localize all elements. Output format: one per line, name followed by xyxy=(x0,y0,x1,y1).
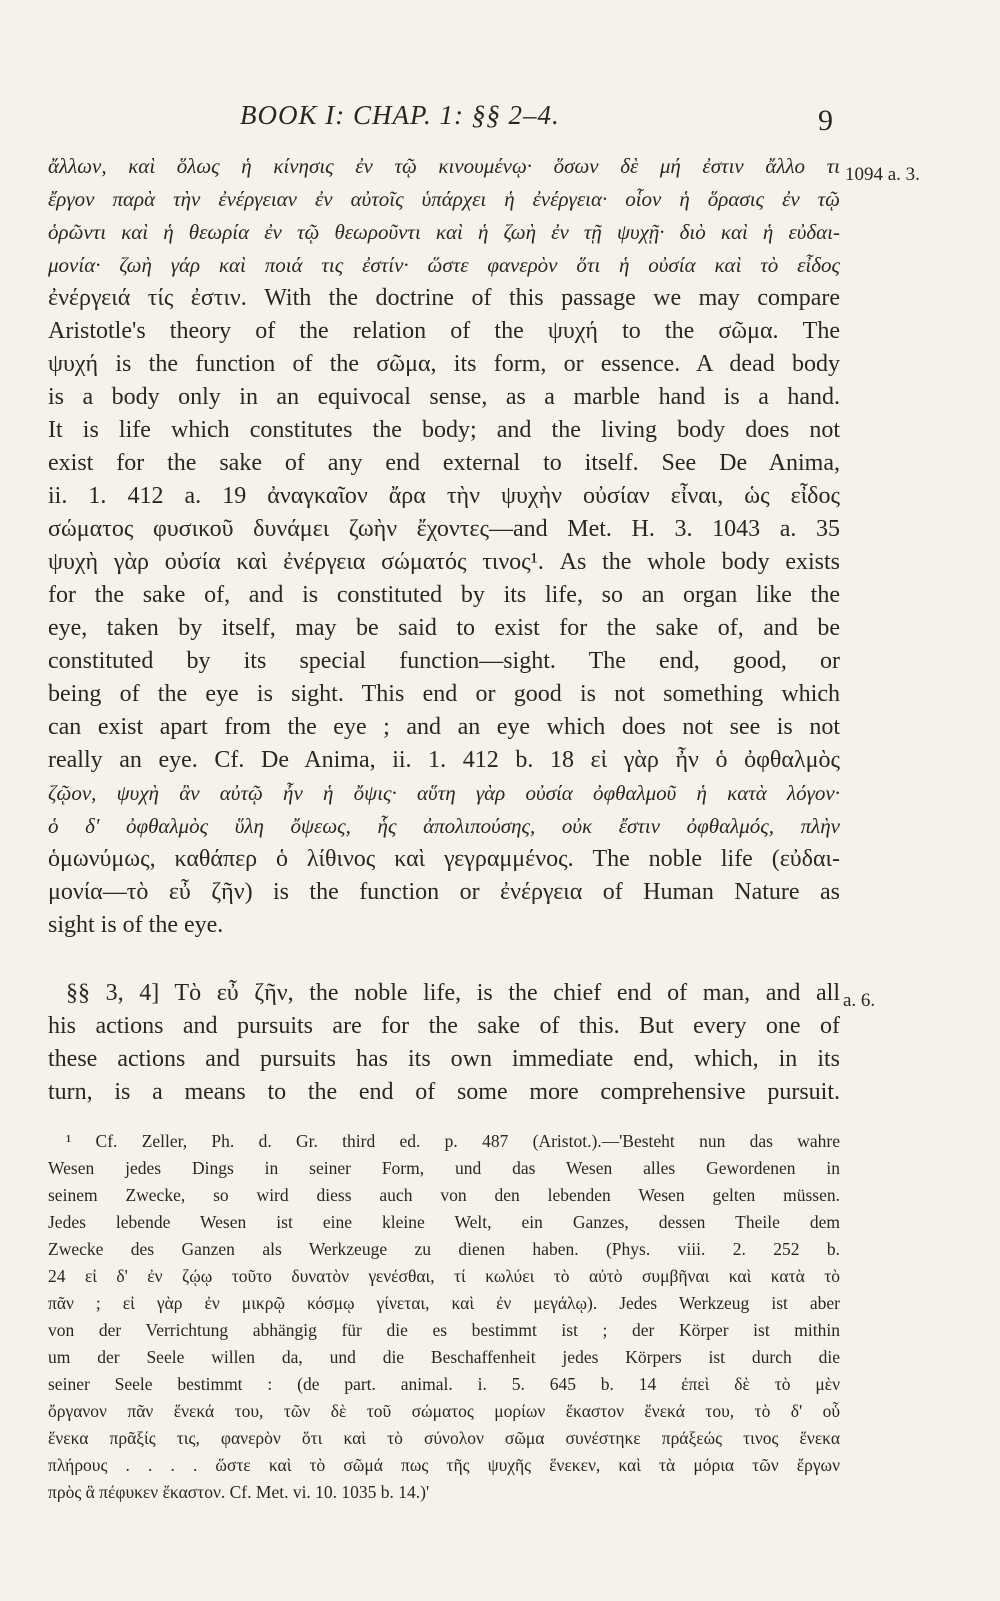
text-line: σώματος φυσικοῦ δυνάμει ζωὴν ἔχοντες—and Met. H. 3. 1043 a. 35 xyxy=(48,516,840,542)
footnote-line: πλήρους . . . . ὥστε καὶ τὸ σῶμά πως τῆς ψυχῆς ἕνεκεν, καὶ τὰ μόρια τῶν ἔργων xyxy=(48,1455,840,1475)
text-line: being of the eye is sight. This end or good is not something which xyxy=(48,681,840,707)
footnote-line: um der Seele willen da, und die Beschaffenheit jedes Körpers ist durch die xyxy=(48,1347,840,1367)
text-line: Aristotle's theory of the relation of the ψυχή to the σῶμα. The xyxy=(48,318,840,344)
text-line: these actions and pursuits has its own immediate end, which, in its xyxy=(48,1046,840,1072)
footnote-line: seiner Seele bestimmt : (de part. animal. i. 5. 645 b. 14 ἐπεὶ δὲ τὸ μὲν xyxy=(48,1374,840,1394)
text-line: turn, is a means to the end of some more comprehensive pursuit. xyxy=(48,1079,840,1105)
footnote-line: Jedes lebende Wesen ist eine kleine Welt, ein Ganzes, dessen Theile dem xyxy=(48,1212,840,1232)
footnote-line: πρὸς ἃ πέφυκεν ἕκαστον. Cf. Met. vi. 10. 1035 b. 14.)' xyxy=(48,1482,430,1502)
paragraph-start-line: §§ 3, 4] Τὸ εὖ ζῆν, the noble life, is the chief end of man, and all xyxy=(66,980,840,1006)
text-line: μονία—τὸ εὖ ζῆν) is the function or ἐνέργεια of Human Nature as xyxy=(48,879,840,905)
footnote-line: Zwecke des Ganzen als Werkzeuge zu dienen haben. (Phys. viii. 2. 252 b. xyxy=(48,1239,840,1259)
footnote-line: Wesen jedes Dings in seiner Form, und das Wesen alles Gewordenen in xyxy=(48,1158,840,1178)
text-line: It is life which constitutes the body; and the living body does not xyxy=(48,417,840,443)
page-number: 9 xyxy=(818,104,833,137)
text-line: for the sake of, and is constituted by its life, so an organ like the xyxy=(48,582,840,608)
text-line: can exist apart from the eye ; and an eye which does not see is not xyxy=(48,714,840,740)
text-line: his actions and pursuits are for the sake of this. But every one of xyxy=(48,1013,840,1039)
text-line: ἄλλων, καὶ ὅλως ἡ κίνησις ἐν τῷ κινουμένῳ· ὅσων δὲ μή ἐστιν ἄλλο τι xyxy=(48,154,840,178)
text-line: sight is of the eye. xyxy=(48,912,224,938)
footnote-line: πᾶν ; εἰ γὰρ ἐν μικρῷ κόσμῳ γίνεται, καὶ ἐν μεγάλῳ). Jedes Werkzeug ist aber xyxy=(48,1293,840,1313)
text-line: really an eye. Cf. De Anima, ii. 1. 412 b. 18 εἰ γὰρ ἦν ὁ ὀφθαλμὸς xyxy=(48,747,840,773)
text-line: exist for the sake of any end external to itself. See De Anima, xyxy=(48,450,840,476)
text-line: ψυχὴ γὰρ οὐσία καὶ ἐνέργεια σώματός τινος¹. As the whole body exists xyxy=(48,549,840,575)
text-line: is a body only in an equivocal sense, as a marble hand is a hand. xyxy=(48,384,840,410)
footnote-line: 24 εἰ δ' ἐν ζῴῳ τοῦτο δυνατὸν γενέσθαι, τί κωλύει τὸ αὐτὸ συμβῆναι καὶ κατὰ τὸ xyxy=(48,1266,840,1286)
footnote-line: ἕνεκα πρᾶξίς τις, φανερὸν ὅτι καὶ τὸ σύνολον σῶμα συνέστηκε πράξεώς τινος ἕνεκα xyxy=(48,1428,840,1448)
running-head: BOOK I: CHAP. 1: §§ 2–4. xyxy=(240,100,560,130)
text-line: ἐνέργειά τίς ἐστιν. With the doctrine of this passage we may compare xyxy=(48,285,840,311)
text-line: eye, taken by itself, may be said to exist for the sake of, and be xyxy=(48,615,840,641)
margin-reference-mid: a. 6. xyxy=(843,990,876,1011)
text-line: ὁρῶντι καὶ ἡ θεωρία ἐν τῷ θεωροῦντι καὶ ἡ ζωὴ ἐν τῇ ψυχῇ· διὸ καὶ ἡ εὐδαι- xyxy=(48,220,840,244)
text-line: ψυχή is the function of the σῶμα, its form, or essence. A dead body xyxy=(48,351,840,377)
text-line: ii. 1. 412 a. 19 ἀναγκαῖον ἄρα τὴν ψυχὴν οὐσίαν εἶναι, ὡς εἶδος xyxy=(48,483,840,509)
text-line: ἔργον παρὰ τὴν ἐνέργειαν ἐν αὐτοῖς ὑπάρχει ἡ ἐνέργεια· οἷον ἡ ὅρασις ἐν τῷ xyxy=(48,187,840,211)
footnote-line: ¹ Cf. Zeller, Ph. d. Gr. third ed. p. 487 (Aristot.).—'Besteht nun das wahre xyxy=(66,1131,840,1151)
footnote-line: seinem Zwecke, so wird diess auch von den lebenden Wesen gelten müssen. xyxy=(48,1185,840,1205)
text-line: ζῷον, ψυχὴ ἂν αὐτῷ ἦν ἡ ὄψις· αὕτη γὰρ οὐσία ὀφθαλμοῦ ἡ κατὰ λόγον· xyxy=(48,781,840,805)
text-line: ὁ δ' ὀφθαλμὸς ὕλη ὄψεως, ἧς ἀπολιπούσης, οὐκ ἔστιν ὀφθαλμός, πλὴν xyxy=(48,814,840,838)
footnote-line: ὄργανον πᾶν ἕνεκά του, τῶν δὲ τοῦ σώματος μορίων ἕκαστον ἕνεκά του, τὸ δ' οὗ xyxy=(48,1401,840,1421)
margin-reference-top: 1094 a. 3. xyxy=(845,164,920,185)
text-line: μονία· ζωὴ γάρ καὶ ποιά τις ἐστίν· ὥστε φανερὸν ὅτι ἡ οὐσία καὶ τὸ εἶδος xyxy=(48,253,840,277)
footnote-line: von der Verrichtung abhängig für die es bestimmt ist ; der Körper ist mithin xyxy=(48,1320,840,1340)
text-line: constituted by its special function—sight. The end, good, or xyxy=(48,648,840,674)
text-line: ὁμωνύμως, καθάπερ ὁ λίθινος καὶ γεγραμμένος. The noble life (εὐδαι- xyxy=(48,846,840,872)
